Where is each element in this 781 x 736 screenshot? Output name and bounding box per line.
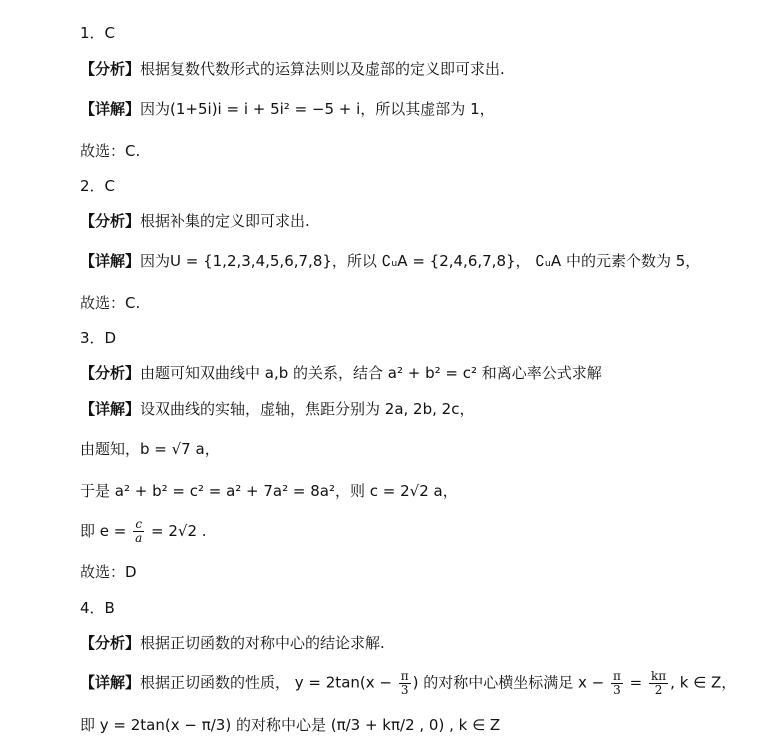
answer-3-step-2: 于是 a² + b² = c² = a² + 7a² = 8a²，则 c = 2√2 a， <box>80 482 458 500</box>
step-3-suffix: = 2√2 . <box>146 522 207 540</box>
fraction-numerator: c <box>133 518 144 532</box>
answer-4-detail <box>80 670 736 697</box>
answer-4-last-line-partial: 即 y = 2tan(x − π/3) 的对称中心是 (π/3 + kπ/2 , 0) , k ∈ Z <box>80 716 501 734</box>
fraction-numerator: kπ <box>651 669 667 683</box>
analysis-tag: 【分析】 <box>80 634 141 652</box>
answer-1-conclusion: 故选：C. <box>80 142 141 160</box>
answer-3-conclusion: 故选：D <box>80 563 137 581</box>
fraction-denominator: 3 <box>400 683 409 697</box>
answer-3-detail <box>80 398 474 420</box>
analysis-text: 根据正切函数的对称中心的结论求解. <box>140 634 385 652</box>
fraction-pi-over-3 <box>611 670 623 697</box>
analysis-tag: 【分析】 <box>80 60 141 78</box>
answer-3-step-1: 由题知，b = √7 a， <box>80 440 220 458</box>
answer-2-header: 2．C <box>80 177 116 195</box>
detail-text: 因为(1+5i)i = i + 5i² = −5 + i，所以其虚部为 1， <box>140 100 495 118</box>
answer-1-detail <box>80 98 495 120</box>
fraction-c-over-a <box>133 518 144 545</box>
answer-3-analysis <box>80 362 602 384</box>
answer-1-analysis <box>80 58 505 80</box>
step-3-prefix: 即 e = <box>80 522 132 540</box>
fraction-numerator: π <box>400 669 409 683</box>
analysis-text: 由题可知双曲线中 a,b 的关系，结合 a² + b² = c² 和离心率公式求解 <box>140 364 602 382</box>
detail-prefix: 根据正切函数的性质， y = 2tan(x − <box>140 673 397 692</box>
answer-4-analysis <box>80 632 385 654</box>
detail-tag: 【详解】 <box>80 400 141 418</box>
answer-3-header: 3．D <box>80 329 117 347</box>
fraction-denominator: a <box>135 531 143 545</box>
detail-text: 因为U = {1,2,3,4,5,6,7,8}，所以 ∁ᵤA = {2,4,6,7,8}， ∁ᵤA 中的元素个数为 5， <box>140 252 701 270</box>
detail-suffix: , k ∈ Z， <box>670 673 737 692</box>
analysis-text: 根据复数代数形式的运算法则以及虚部的定义即可求出. <box>140 60 505 78</box>
analysis-text: 根据补集的定义即可求出. <box>140 212 310 230</box>
detail-text: 设双曲线的实轴，虚轴，焦距分别为 2a, 2b, 2c， <box>140 400 475 418</box>
detail-tag: 【详解】 <box>80 252 141 270</box>
answer-2-conclusion: 故选：C. <box>80 294 141 312</box>
answer-3-step-3 <box>80 518 207 545</box>
fraction-numerator: π <box>613 669 621 683</box>
answer-1-header: 1．C <box>80 24 116 42</box>
detail-tag: 【详解】 <box>80 673 141 692</box>
analysis-tag: 【分析】 <box>80 212 141 230</box>
detail-mid: ) 的对称中心横坐标满足 x − <box>412 673 609 692</box>
answer-2-analysis <box>80 210 310 232</box>
answer-2-detail <box>80 250 700 272</box>
fraction-denominator: 2 <box>654 683 663 697</box>
fraction-kpi-over-2 <box>649 670 668 697</box>
fraction-denominator: 3 <box>613 683 621 697</box>
equals-sign: = <box>624 673 647 692</box>
answer-4-header: 4．B <box>80 599 115 617</box>
detail-tag: 【详解】 <box>80 100 141 118</box>
analysis-tag: 【分析】 <box>80 364 141 382</box>
fraction-pi-over-3 <box>399 670 411 697</box>
